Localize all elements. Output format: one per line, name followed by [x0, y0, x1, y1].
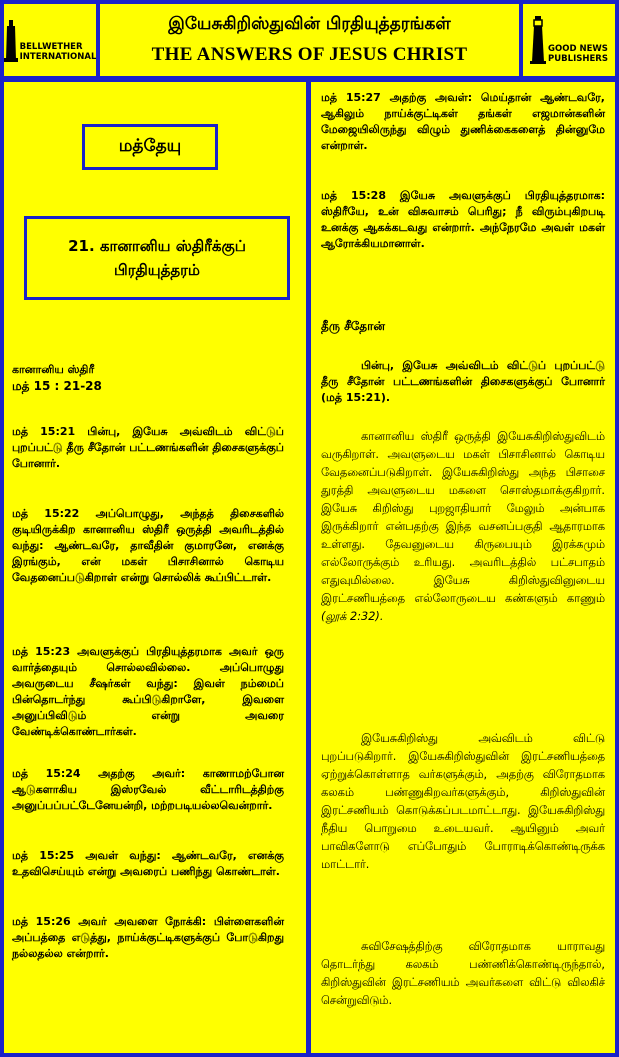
luke-reference: (லூக் 2:32).	[321, 610, 384, 623]
header-title-box	[100, 4, 519, 76]
verse-15-21: மத் 15:21 பின்பு, இயேசு அவ்விடம் விட்டுப் புறப்பட்டு தீரு சீதோன் பட்டணங்களின் திசைகளுக்குப் போனார்.	[12, 425, 284, 470]
left-column	[4, 82, 306, 1053]
commentary-paragraph-3: சுவிசேஷத்திற்கு விரோதமாக யாராவது தொடர்ந்து கலகம் பண்ணிக்கொண்டிருந்தால், கிறிஸ்துவின் இரட்சணியம் அவர்களை விட்டு விலகிச் சென்றுவிடும்.	[321, 940, 605, 1007]
verse-15-26: மத் 15:26 அவர் அவளை நோக்கி: பிள்ளைகளின் அப்பத்தை எடுத்து, நாய்க்குட்டிகளுக்குப் போடுகிறது நல்லதல்ல என்றார்.	[12, 915, 284, 960]
bellwether-logo	[4, 4, 96, 76]
section-heading: தீரு சீதோன்	[321, 319, 386, 333]
subject-heading: கானானிய ஸ்திரீ	[12, 363, 95, 376]
verse-15-27: மத் 15:27 அதற்கு அவள்: மெய்தான் ஆண்டவரே, ஆகிலும் நாய்க்குட்டிகள் தங்கள் எஜமான்களின் மேஜையிலிருந்து விழும் துணிக்கைகளைத் தின்னுமே என்றாள்.	[321, 91, 605, 152]
verse-15-28: மத் 15:28 இயேசு அவளுக்குப் பிரதியுத்தரமாக: ஸ்திரீயே, உன் விசுவாசம் பெரிது; நீ விரும்புகிறபடி உனக்கு ஆகக்கடவது என்றார். அந்நேரமே அவள் மகள் ஆரோக்கியமானாள்.	[321, 189, 605, 250]
bellwether-tower-icon	[4, 18, 18, 62]
right-logo-line2: PUBLISHERS	[548, 54, 608, 64]
right-logo-line1: GOOD NEWS	[548, 44, 608, 54]
commentary-paragraph-1	[321, 428, 605, 626]
verse-15-24: மத் 15:24 அதற்கு அவர்: காணாமற்போன ஆடுகளாகிய இஸ்ரவேல் வீட்டாரிடத்திற்கு அனுப்பப்பட்டேனேயன்றி, மற்றபடியல்லவென்றார்.	[12, 767, 284, 812]
verse-15-23: மத் 15:23 அவளுக்குப் பிரதியுத்தரமாக அவர் ஒரு வார்த்தையும் சொல்லவில்லை. அப்பொழுது அவருடைய சீஷர்கள் வந்து: இவள் நம்மைப் பின்தொடர்ந்து கூப்பிடுகிறாளே, இவளை அனுப்பிவிடும் என்று அவரை வேண்டிக்கொண்டார்கள்.	[12, 645, 284, 738]
right-column	[311, 82, 615, 1053]
lighthouse-icon	[530, 16, 546, 64]
book-title: மத்தேயு	[82, 124, 218, 170]
title-english: THE ANSWERS OF JESUS CHRIST	[151, 44, 468, 65]
verse-15-22: மத் 15:22 அப்பொழுது, அந்தத் திசைகளில் குடியிருக்கிற கானானிய ஸ்திரீ ஒருத்தி அவரிடத்தில் வந்து: ஆண்டவரே, தாவீதின் குமாரனே, எனக்கு இரங்கும், என் மகள் பிசாசினால் கொடிய வேதனைப்படுகிறாள் என்று சொல்லிக் கூப்பிட்டாள்.	[12, 507, 284, 584]
title-tamil: இயேசுகிறிஸ்துவின் பிரதியுத்தரங்கள்	[168, 14, 451, 34]
left-logo-line2: INTERNATIONAL	[19, 52, 96, 62]
verse-15-25: மத் 15:25 அவள் வந்து: ஆண்டவரே, எனக்கு உதவிசெய்யும் என்று அவரைப் பணிந்து கொண்டாள்.	[12, 849, 284, 878]
good-news-logo	[523, 4, 615, 76]
commentary-paragraph-1-text: கானானிய ஸ்திரீ ஒருத்தி இயேசுகிறிஸ்துவிடம் வருகிறாள். அவளுடைய மகள் பிசாசினால் கொடிய வேதனைப்படுகிறாள். இயேசுகிறிஸ்து அந்த பிசாசை துரத்தி அவளுடைய மகளை சொஸ்தமாக்குகிறார். இயேசு கிறிஸ்து புறஜாதியார் மேலும் அன்பாக இருக்கிறார் என்பதற்கு இந்த வசனப்பகுதி ஆதாரமாக உள்ளது. தேவனுடைய கிருபையும் இரக்கமும் எல்லோருக்கும் உரியது. அவரிடத்தில் பட்சபாதம் எதுவுமில்லை. இயேசு கிறிஸ்துவினுடைய இரட்சணியத்தை எல்லோருடைய கண்களும் காணும்	[321, 430, 605, 605]
left-logo-line1: BELLWETHER	[19, 42, 83, 52]
intro-paragraph: பின்பு, இயேசு அவ்விடம் விட்டுப் புறப்பட்டு தீரு சீதோன் பட்டணங்களின் திசைகளுக்குப் போனார் (மத் 15:21).	[321, 359, 605, 404]
commentary-paragraph-2: இயேசுகிறிஸ்து அவ்விடம் விட்டு புறப்படுகிறார். இயேசுகிறிஸ்துவின் இரட்சணியத்தை ஏற்றுக்கொள்ளாத வர்களுக்கும், அதற்கு விரோதமாக கலகம் பண்ணுகிறவர்களுக்கும், கிறிஸ்துவின் இரட்சணியம் கொடுக்கப்படமாட்டாது. இயேசுகிறிஸ்து நீதிய பொறுமை உடையவர். ஆயினும் அவர் பாவிகளோடு எப்போதும் போராடிக்கொண்டிருக்க மாட்டார்.	[321, 732, 605, 871]
chapter-title: 21. கானானிய ஸ்திரீக்குப் பிரதியுத்தரம்	[24, 216, 290, 300]
scripture-reference: மத் 15 : 21-28	[12, 379, 102, 393]
